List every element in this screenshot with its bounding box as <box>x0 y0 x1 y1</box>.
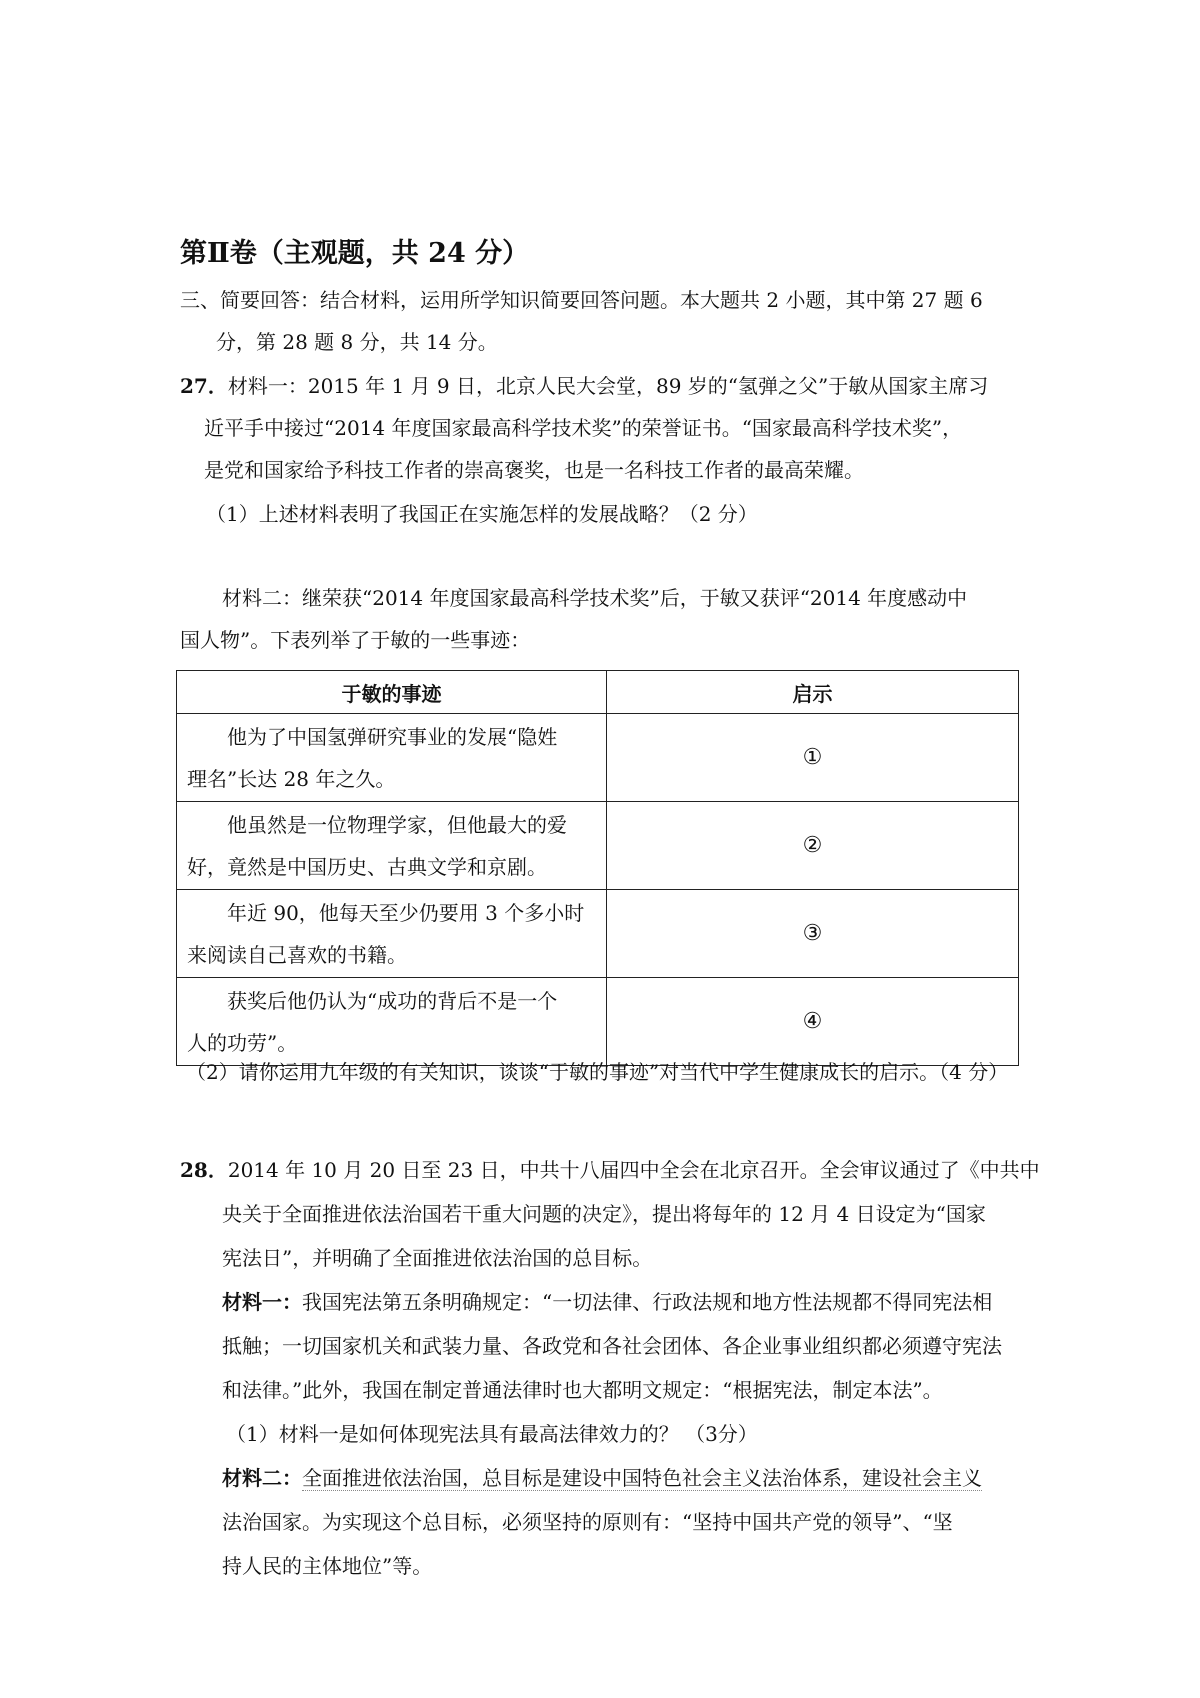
table-row <box>177 978 1019 1066</box>
q28-material2-text1: 全面推进依法治国，总目标是建设中国特色社会主义法治体系，建设社会主义 <box>302 1466 982 1490</box>
deed-cell <box>177 714 607 802</box>
q28-intro-line2: 央关于全面推进依法治国若干重大问题的决定》，提出将每年的 12 月 4 日设定为“国家 <box>222 1202 986 1226</box>
table-header-deeds: 于敏的事迹 <box>177 671 607 714</box>
deed-text-line1: 他虽然是一位物理学家，但他最大的爱 <box>227 812 567 837</box>
deed-text-line1: 获奖后他仍认为“成功的背后不是一个 <box>227 988 558 1013</box>
q27-question1: （1）上述材料表明了我国正在实施怎样的发展战略？（2 分） <box>206 502 758 526</box>
part3-instruction-line2: 分，第 28 题 8 分，共 14 分。 <box>216 330 498 354</box>
q27-material1-text1: 材料一：2015 年 1 月 9 日，北京人民大会堂，89 岁的“氢弹之父”于敏从国家主席习 <box>227 374 989 398</box>
deed-cell <box>177 890 607 978</box>
q28-material1-line3: 和法律。”此外，我国在制定普通法律时也大都明文规定：“根据宪法，制定本法”。 <box>222 1378 943 1402</box>
q27-material2-line1: 材料二：继荣获“2014 年度国家最高科学技术奖”后，于敏又获评“2014 年度感动中 <box>222 586 968 610</box>
part3-instruction-line1: 三、简要回答：结合材料，运用所学知识简要回答问题。本大题共 2 小题，其中第 27 题 6 <box>180 288 983 312</box>
insight-placeholder: ② <box>607 802 1019 890</box>
insight-placeholder: ① <box>607 714 1019 802</box>
q28-intro-line1 <box>180 1156 1040 1184</box>
deed-text-line2: 人的功劳”。 <box>187 1030 298 1055</box>
q28-number: 28． <box>180 1158 228 1182</box>
q27-material1-line3: 是党和国家给予科技工作者的崇高褒奖，也是一名科技工作者的最高荣耀。 <box>204 458 864 482</box>
q28-intro-text1: 2014 年 10 月 20 日至 23 日，中共十八届四中全会在北京召开。全会审议通过了《中共中 <box>227 1158 1040 1182</box>
table-header-row <box>177 671 1019 714</box>
deeds-table <box>176 670 1019 1066</box>
q27-question2: （2）请你运用九年级的有关知识，谈谈“于敏的事迹”对当代中学生健康成长的启示。（4 分） <box>186 1060 1009 1084</box>
q28-material1-line1 <box>222 1288 992 1316</box>
q27-number: 27． <box>180 374 228 398</box>
table-row <box>177 890 1019 978</box>
q28-material2-line2: 法治国家。为实现这个总目标，必须坚持的原则有：“坚持中国共产党的领导”、“坚 <box>222 1510 953 1534</box>
q27-material1-line2: 近平手中接过“2014 年度国家最高科学技术奖”的荣誉证书。“国家最高科学技术奖”， <box>204 416 963 440</box>
q28-intro-line3: 宪法日”，并明确了全面推进依法治国的总目标。 <box>222 1246 653 1270</box>
q28-material2-label: 材料二： <box>222 1466 302 1490</box>
q28-material2-line3: 持人民的主体地位”等。 <box>222 1554 433 1578</box>
deed-text-line2: 好，竟然是中国历史、古典文学和京剧。 <box>187 854 547 879</box>
insight-placeholder: ④ <box>607 978 1019 1066</box>
deed-cell <box>177 978 607 1066</box>
deed-text-line1: 他为了中国氢弹研究事业的发展“隐姓 <box>227 724 558 749</box>
deed-text-line2: 理名”长达 28 年之久。 <box>187 766 396 791</box>
q27-material1-line1 <box>180 372 988 400</box>
table-row <box>177 714 1019 802</box>
q28-material1-label: 材料一： <box>222 1290 302 1314</box>
q28-material1-line2: 抵触；一切国家机关和武装力量、各政党和各社会团体、各企业事业组织都必须遵守宪法 <box>222 1334 1002 1358</box>
q27-material2-line2: 国人物”。下表列举了于敏的一些事迹： <box>180 628 531 652</box>
table-header-insight: 启示 <box>607 671 1019 714</box>
q28-material1-text1: 我国宪法第五条明确规定：“一切法律、行政法规和地方性法规都不得同宪法相 <box>302 1290 993 1314</box>
deed-cell <box>177 802 607 890</box>
deed-text-line2: 来阅读自己喜欢的书籍。 <box>187 942 407 967</box>
q28-material2-line1 <box>222 1464 982 1492</box>
insight-placeholder: ③ <box>607 890 1019 978</box>
q28-question1: （1）材料一是如何体现宪法具有最高法律效力的？ （3分） <box>226 1422 758 1446</box>
section-title: 第Ⅱ卷（主观题，共 24 分） <box>180 238 530 269</box>
deed-text-line1: 年近 90，他每天至少仍要用 3 个多小时 <box>227 900 585 925</box>
table-row <box>177 802 1019 890</box>
